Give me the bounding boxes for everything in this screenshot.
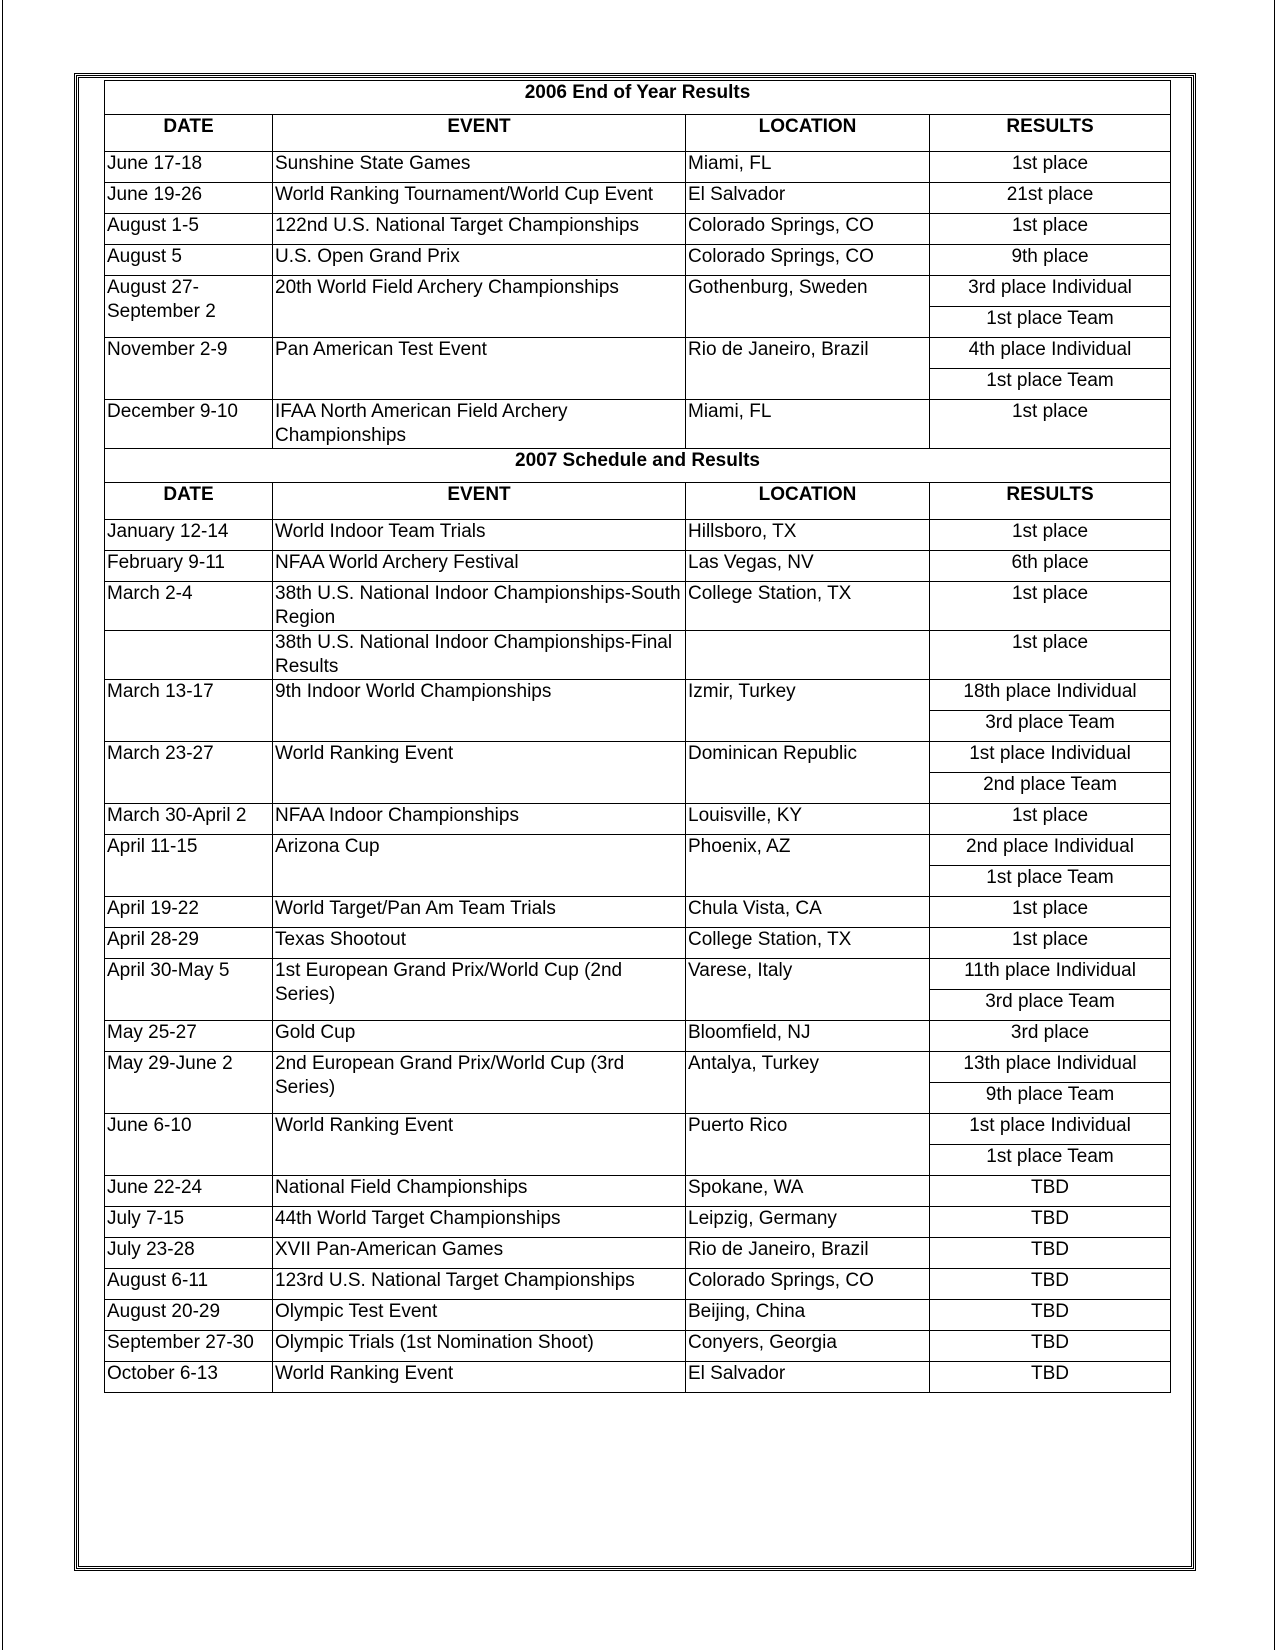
- table-row: [105, 742, 1171, 773]
- cell-event: World Indoor Team Trials: [273, 520, 686, 551]
- cell-location: El Salvador: [686, 1362, 930, 1393]
- column-header-location: LOCATION: [686, 115, 930, 152]
- cell-date: June 19-26: [105, 183, 273, 214]
- cell-results: 3rd place Team: [930, 711, 1171, 742]
- table-row: [105, 551, 1171, 582]
- cell-location: Izmir, Turkey: [686, 680, 930, 742]
- cell-date: June 22-24: [105, 1176, 273, 1207]
- cell-location: Colorado Springs, CO: [686, 1269, 930, 1300]
- cell-results: 3rd place: [930, 1021, 1171, 1052]
- cell-date: October 6-13: [105, 1362, 273, 1393]
- cell-event: Sunshine State Games: [273, 152, 686, 183]
- cell-event: 2nd European Grand Prix/World Cup (3rd Series): [273, 1052, 686, 1114]
- cell-event: 20th World Field Archery Championships: [273, 276, 686, 338]
- cell-results: TBD: [930, 1207, 1171, 1238]
- cell-date: June 6-10: [105, 1114, 273, 1176]
- cell-event: NFAA Indoor Championships: [273, 804, 686, 835]
- cell-results: 6th place: [930, 551, 1171, 582]
- cell-date: [105, 631, 273, 680]
- table-row: [105, 1021, 1171, 1052]
- column-header-row: [105, 115, 1171, 152]
- cell-results: TBD: [930, 1300, 1171, 1331]
- section-title-row: [105, 81, 1171, 115]
- column-header-event: EVENT: [273, 115, 686, 152]
- table-row: [105, 897, 1171, 928]
- cell-location: Miami, FL: [686, 152, 930, 183]
- cell-location: Hillsboro, TX: [686, 520, 930, 551]
- cell-date: August 20-29: [105, 1300, 273, 1331]
- cell-location: [686, 631, 930, 680]
- cell-location: Puerto Rico: [686, 1114, 930, 1176]
- table-row: [105, 276, 1171, 307]
- cell-results: 1st place: [930, 214, 1171, 245]
- cell-event: Texas Shootout: [273, 928, 686, 959]
- cell-results: TBD: [930, 1362, 1171, 1393]
- cell-date: August 1-5: [105, 214, 273, 245]
- cell-location: Antalya, Turkey: [686, 1052, 930, 1114]
- cell-event: World Ranking Event: [273, 1362, 686, 1393]
- table-row: [105, 1300, 1171, 1331]
- cell-event: Arizona Cup: [273, 835, 686, 897]
- cell-location: Spokane, WA: [686, 1176, 930, 1207]
- cell-event: Olympic Test Event: [273, 1300, 686, 1331]
- table-row: [105, 1052, 1171, 1083]
- column-header-results: RESULTS: [930, 115, 1171, 152]
- cell-results: 1st place: [930, 520, 1171, 551]
- table-row: [105, 1269, 1171, 1300]
- cell-event: National Field Championships: [273, 1176, 686, 1207]
- table-row: [105, 582, 1171, 631]
- cell-location: Varese, Italy: [686, 959, 930, 1021]
- section-title-row: [105, 449, 1171, 483]
- cell-results: TBD: [930, 1238, 1171, 1269]
- table-row: [105, 928, 1171, 959]
- cell-results: 3rd place Individual: [930, 276, 1171, 307]
- cell-results: 11th place Individual: [930, 959, 1171, 990]
- column-header-event: EVENT: [273, 483, 686, 520]
- cell-location: Las Vegas, NV: [686, 551, 930, 582]
- cell-results: 18th place Individual: [930, 680, 1171, 711]
- cell-results: 1st place: [930, 631, 1171, 680]
- cell-date: August 6-11: [105, 1269, 273, 1300]
- cell-date: May 29-June 2: [105, 1052, 273, 1114]
- cell-date: February 9-11: [105, 551, 273, 582]
- cell-location: Colorado Springs, CO: [686, 214, 930, 245]
- table-row: [105, 1114, 1171, 1145]
- table-row: [105, 804, 1171, 835]
- cell-results: 1st place: [930, 897, 1171, 928]
- cell-results: 9th place Team: [930, 1083, 1171, 1114]
- cell-event: World Target/Pan Am Team Trials: [273, 897, 686, 928]
- cell-event: Olympic Trials (1st Nomination Shoot): [273, 1331, 686, 1362]
- cell-event: IFAA North American Field Archery Championships: [273, 400, 686, 449]
- cell-results: 13th place Individual: [930, 1052, 1171, 1083]
- cell-event: 1st European Grand Prix/World Cup (2nd Series): [273, 959, 686, 1021]
- cell-event: 38th U.S. National Indoor Championships-Final Results: [273, 631, 686, 680]
- cell-date: August 27-September 2: [105, 276, 273, 338]
- cell-results: TBD: [930, 1176, 1171, 1207]
- cell-location: College Station, TX: [686, 582, 930, 631]
- cell-location: Dominican Republic: [686, 742, 930, 804]
- page-left-edge: [2, 0, 3, 1650]
- cell-results: 1st place Team: [930, 369, 1171, 400]
- cell-date: March 2-4: [105, 582, 273, 631]
- cell-results: 1st place Team: [930, 866, 1171, 897]
- cell-results: 1st place Team: [930, 307, 1171, 338]
- cell-date: March 23-27: [105, 742, 273, 804]
- cell-date: May 25-27: [105, 1021, 273, 1052]
- cell-date: March 30-April 2: [105, 804, 273, 835]
- cell-date: July 23-28: [105, 1238, 273, 1269]
- cell-results: 1st place: [930, 928, 1171, 959]
- cell-date: April 30-May 5: [105, 959, 273, 1021]
- cell-event: XVII Pan-American Games: [273, 1238, 686, 1269]
- table-row: [105, 214, 1171, 245]
- table-row: [105, 245, 1171, 276]
- cell-event: 38th U.S. National Indoor Championships-South Region: [273, 582, 686, 631]
- cell-results: 4th place Individual: [930, 338, 1171, 369]
- cell-results: 1st place: [930, 582, 1171, 631]
- cell-location: Leipzig, Germany: [686, 1207, 930, 1238]
- cell-event: World Ranking Event: [273, 742, 686, 804]
- table-row: [105, 1176, 1171, 1207]
- cell-results: 1st place Individual: [930, 1114, 1171, 1145]
- table-row: [105, 959, 1171, 990]
- cell-date: September 27-30: [105, 1331, 273, 1362]
- column-header-row: [105, 483, 1171, 520]
- cell-event: Gold Cup: [273, 1021, 686, 1052]
- cell-location: Rio de Janeiro, Brazil: [686, 1238, 930, 1269]
- cell-results: 1st place: [930, 152, 1171, 183]
- cell-date: January 12-14: [105, 520, 273, 551]
- cell-results: TBD: [930, 1331, 1171, 1362]
- table-row: [105, 1238, 1171, 1269]
- cell-date: August 5: [105, 245, 273, 276]
- table-row: [105, 400, 1171, 449]
- cell-date: June 17-18: [105, 152, 273, 183]
- cell-location: Colorado Springs, CO: [686, 245, 930, 276]
- cell-location: Rio de Janeiro, Brazil: [686, 338, 930, 400]
- results-schedule-table: [104, 80, 1171, 1393]
- table-row: [105, 152, 1171, 183]
- table-row: [105, 1207, 1171, 1238]
- cell-event: 44th World Target Championships: [273, 1207, 686, 1238]
- column-header-date: DATE: [105, 483, 273, 520]
- cell-results: 9th place: [930, 245, 1171, 276]
- cell-date: April 19-22: [105, 897, 273, 928]
- cell-event: NFAA World Archery Festival: [273, 551, 686, 582]
- cell-results: 2nd place Individual: [930, 835, 1171, 866]
- cell-results: 1st place: [930, 804, 1171, 835]
- column-header-location: LOCATION: [686, 483, 930, 520]
- cell-results: TBD: [930, 1269, 1171, 1300]
- cell-date: April 11-15: [105, 835, 273, 897]
- cell-results: 21st place: [930, 183, 1171, 214]
- table-row: [105, 1331, 1171, 1362]
- cell-location: Chula Vista, CA: [686, 897, 930, 928]
- table-row: [105, 338, 1171, 369]
- cell-results: 2nd place Team: [930, 773, 1171, 804]
- table-row: [105, 183, 1171, 214]
- cell-event: Pan American Test Event: [273, 338, 686, 400]
- cell-date: July 7-15: [105, 1207, 273, 1238]
- cell-location: College Station, TX: [686, 928, 930, 959]
- cell-location: Gothenburg, Sweden: [686, 276, 930, 338]
- cell-results: 1st place Individual: [930, 742, 1171, 773]
- cell-date: April 28-29: [105, 928, 273, 959]
- cell-event: World Ranking Tournament/World Cup Event: [273, 183, 686, 214]
- table-row: [105, 1362, 1171, 1393]
- section-title: 2006 End of Year Results: [105, 81, 1171, 115]
- column-header-results: RESULTS: [930, 483, 1171, 520]
- table-row: [105, 835, 1171, 866]
- section-title: 2007 Schedule and Results: [105, 449, 1171, 483]
- cell-location: Conyers, Georgia: [686, 1331, 930, 1362]
- cell-location: El Salvador: [686, 183, 930, 214]
- cell-event: 123rd U.S. National Target Championships: [273, 1269, 686, 1300]
- cell-results: 1st place Team: [930, 1145, 1171, 1176]
- cell-location: Bloomfield, NJ: [686, 1021, 930, 1052]
- cell-event: U.S. Open Grand Prix: [273, 245, 686, 276]
- table-row: [105, 520, 1171, 551]
- cell-event: 9th Indoor World Championships: [273, 680, 686, 742]
- cell-location: Miami, FL: [686, 400, 930, 449]
- cell-date: December 9-10: [105, 400, 273, 449]
- cell-date: March 13-17: [105, 680, 273, 742]
- column-header-date: DATE: [105, 115, 273, 152]
- cell-location: Beijing, China: [686, 1300, 930, 1331]
- cell-event: 122nd U.S. National Target Championships: [273, 214, 686, 245]
- table-row: [105, 680, 1171, 711]
- table-row: [105, 631, 1171, 680]
- cell-location: Louisville, KY: [686, 804, 930, 835]
- cell-date: November 2-9: [105, 338, 273, 400]
- cell-event: World Ranking Event: [273, 1114, 686, 1176]
- cell-results: 1st place: [930, 400, 1171, 449]
- cell-results: 3rd place Team: [930, 990, 1171, 1021]
- cell-location: Phoenix, AZ: [686, 835, 930, 897]
